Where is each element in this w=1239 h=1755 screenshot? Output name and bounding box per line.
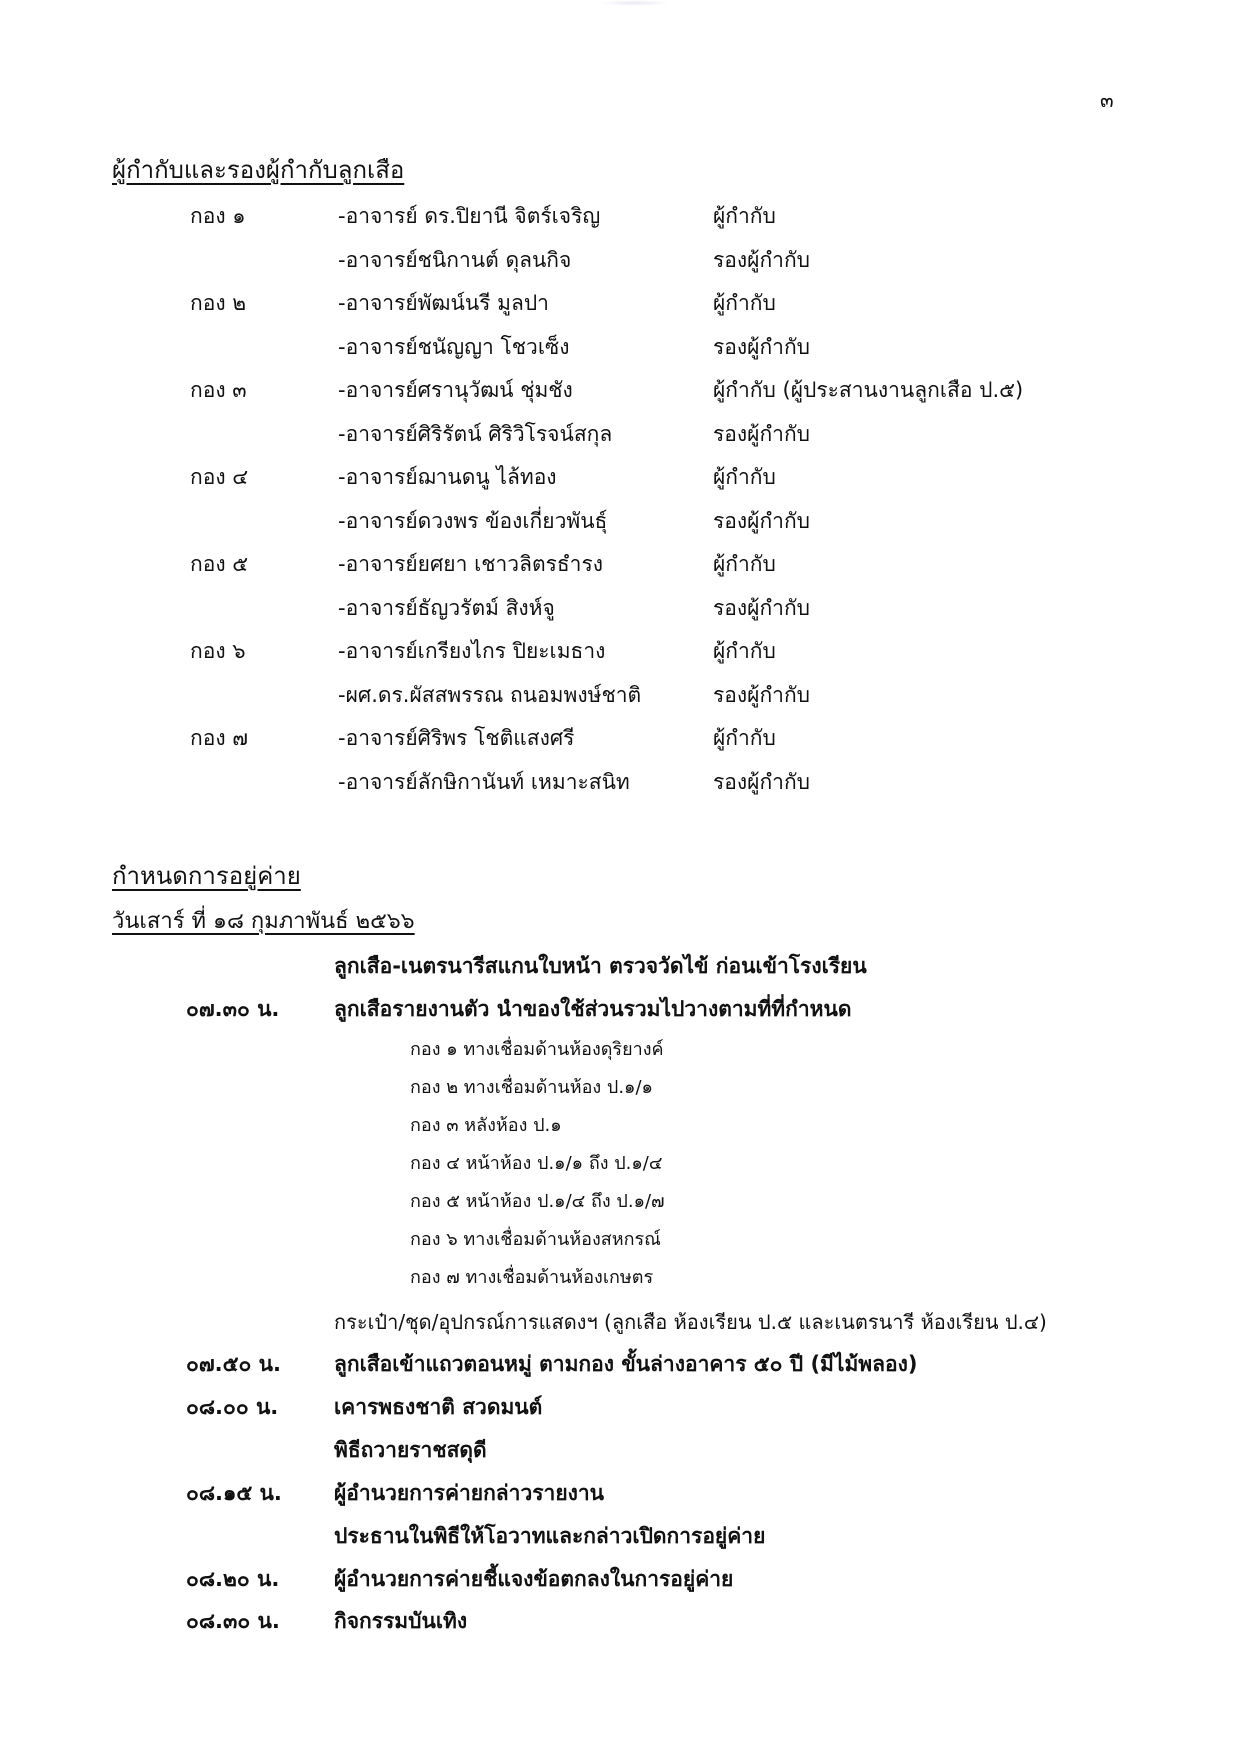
- location-item: กอง ๖ ทางเชื่อมด้านห้องสหกรณ์: [410, 1229, 661, 1250]
- commander-name: -อาจารย์ฌานดนู ไล้ทอง: [338, 465, 557, 489]
- commander-unit: กอง ๒: [190, 291, 247, 315]
- commander-unit: กอง ๕: [190, 552, 249, 576]
- commander-name: -อาจารย์เกรียงไกร ปิยะเมธาง: [338, 639, 606, 663]
- schedule-time: ๐๘.๐๐ น.: [186, 1395, 279, 1419]
- schedule-activity: เคารพธงชาติ สวดมนต์: [334, 1395, 543, 1419]
- location-item: กอง ๕ หน้าห้อง ป.๑/๔ ถึง ป.๑/๗: [410, 1191, 665, 1212]
- bags-note: กระเป๋า/ชุด/อุปกรณ์การแสดงฯ (ลูกเสือ ห้องเรียน ป.๕ และเนตรนารี ห้องเรียน ป.๔): [334, 1310, 1047, 1334]
- commander-role: ผู้กำกับ: [713, 639, 776, 663]
- commander-unit: กอง ๔: [190, 465, 249, 489]
- commander-role: รองผู้กำกับ: [713, 683, 811, 707]
- schedule-activity: ลูกเสือเข้าแถวตอนหมู่ ตามกอง ขั้นล่างอาคาร ๕๐ ปี (มีไม้พลอง): [334, 1352, 918, 1376]
- schedule-activity: ผู้อำนวยการค่ายชี้แจงข้อตกลงในการอยู่ค่าย: [334, 1567, 734, 1591]
- schedule-time: ๐๘.๑๕ น.: [186, 1481, 282, 1505]
- location-item: กอง ๒ ทางเชื่อมด้านห้อง ป.๑/๑: [410, 1077, 653, 1098]
- location-item: กอง ๔ หน้าห้อง ป.๑/๑ ถึง ป.๑/๔: [410, 1153, 663, 1174]
- commander-name: -อาจารย์ ดร.ปิยานี จิตร์เจริญ: [338, 204, 601, 228]
- commander-unit: กอง ๖: [190, 639, 246, 663]
- commander-name: -อาจารย์ชนัญญา โชวเซ็ง: [338, 335, 570, 359]
- commander-name: -อาจารย์ลักษิกานันท์ เหมาะสนิท: [338, 770, 630, 794]
- location-item: กอง ๗ ทางเชื่อมด้านห้องเกษตร: [410, 1267, 654, 1288]
- schedule-activity: ประธานในพิธีให้โอวาทและกล่าวเปิดการอยู่ค่าย: [334, 1524, 766, 1548]
- commander-role: ผู้กำกับ: [713, 204, 776, 228]
- commander-name: -อาจารย์ธัญวรัตม์ สิงห์จู: [338, 596, 555, 620]
- commander-name: -อาจารย์ศิริรัตน์ ศิริวิโรจน์สกุล: [338, 422, 613, 446]
- commander-name: -อาจารย์ศิริพร โชติแสงศรี: [338, 726, 575, 750]
- commander-unit: กอง ๓: [190, 378, 247, 402]
- commander-name: -อาจารย์พัฒน์นรี มูลปา: [338, 291, 549, 315]
- scan-shadow: [600, 0, 670, 6]
- commander-name: -อาจารย์ยศยา เชาวลิตรธำรง: [338, 552, 604, 576]
- schedule-activity: ผู้อำนวยการค่ายกล่าวรายงาน: [334, 1481, 605, 1505]
- commander-role: ผู้กำกับ: [713, 552, 776, 576]
- commander-role: รองผู้กำกับ: [713, 335, 811, 359]
- schedule-title: กำหนดการอยู่ค่าย: [112, 862, 301, 890]
- schedule-time: ๐๘.๒๐ น.: [186, 1567, 280, 1591]
- commander-unit: กอง ๑: [190, 204, 246, 228]
- commander-unit: กอง ๗: [190, 726, 249, 750]
- commander-role: ผู้กำกับ (ผู้ประสานงานลูกเสือ ป.๕): [713, 378, 1024, 402]
- commanders-title: ผู้กำกับและรองผู้กำกับลูกเสือ: [112, 156, 405, 184]
- commander-role: ผู้กำกับ: [713, 291, 776, 315]
- schedule-activity: พิธีถวายราชสดุดี: [334, 1438, 487, 1462]
- schedule-activity: กิจกรรมบันเทิง: [334, 1609, 468, 1633]
- commander-role: รองผู้กำกับ: [713, 770, 811, 794]
- commander-name: -อาจารย์ดวงพร ข้องเกี่ยวพันธุ์: [338, 509, 608, 533]
- location-item: กอง ๓ หลังห้อง ป.๑: [410, 1115, 562, 1136]
- commander-role: รองผู้กำกับ: [713, 596, 811, 620]
- location-item: กอง ๑ ทางเชื่อมด้านห้องดุริยางค์: [410, 1039, 664, 1060]
- commander-role: รองผู้กำกับ: [713, 422, 811, 446]
- commander-role: ผู้กำกับ: [713, 726, 776, 750]
- schedule-time: ๐๗.๕๐ น.: [186, 1352, 281, 1376]
- schedule-time: ๐๘.๓๐ น.: [186, 1609, 280, 1633]
- report-activity: ลูกเสือรายงานตัว นำของใช้ส่วนรวมไปวางตามที่ที่กำหนด: [334, 997, 852, 1021]
- schedule-date: วันเสาร์ ที่ ๑๘ กุมภาพันธ์ ๒๕๖๖: [112, 909, 415, 934]
- report-time: ๐๗.๓๐ น.: [186, 997, 280, 1021]
- commander-role: รองผู้กำกับ: [713, 509, 811, 533]
- commander-role: ผู้กำกับ: [713, 465, 776, 489]
- pre-entry-note: ลูกเสือ-เนตรนารีสแกนใบหน้า ตรวจวัดไข้ ก่อนเข้าโรงเรียน: [334, 954, 867, 978]
- commander-name: -อาจารย์ศรานุวัฒน์ ชุ่มชัง: [338, 378, 573, 402]
- commander-name: -ผศ.ดร.ผัสสพรรณ ถนอมพงษ์ชาติ: [338, 683, 642, 707]
- commander-role: รองผู้กำกับ: [713, 248, 811, 272]
- commander-name: -อาจารย์ชนิกานต์ ดุลนกิจ: [338, 248, 572, 272]
- page-number: ๓: [1100, 88, 1114, 112]
